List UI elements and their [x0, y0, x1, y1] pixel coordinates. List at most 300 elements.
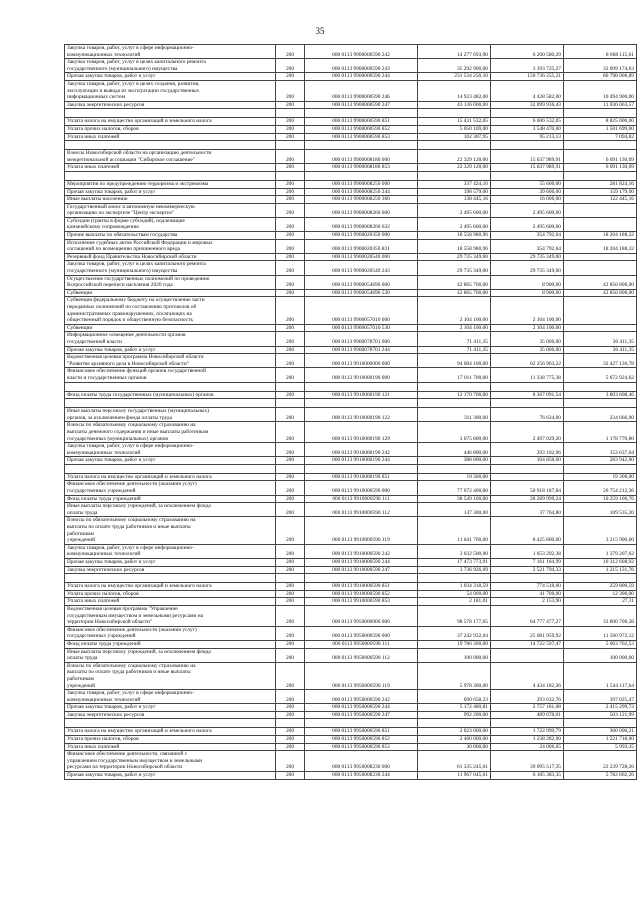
- row-executed-cell: 16 000,00: [491, 196, 564, 204]
- row-executed-cell: 35 000,00: [491, 346, 564, 354]
- row-executed-cell: 37 764,80: [491, 503, 564, 517]
- row-approved-cell: 22 329 120,00: [418, 150, 491, 164]
- row-code-cell: 200: [276, 239, 305, 253]
- row-kbk-cell: 000 0113 9900020540 000: [305, 253, 418, 261]
- row-code-cell: 200: [276, 354, 305, 368]
- row-unexecuted-cell: 80 798 000,89: [564, 73, 637, 81]
- row-approved-cell: 198 579,00: [418, 188, 491, 196]
- row-name-cell: Прочая закупка товаров, работ и услуг: [65, 772, 276, 780]
- row-code-cell: 200: [276, 80, 305, 101]
- table-row: [65, 743, 637, 751]
- row-approved-cell: 5 050 169,00: [418, 125, 491, 133]
- table-row: [65, 481, 637, 495]
- row-unexecuted-cell: 32 427 136,78: [564, 354, 637, 368]
- row-code-cell: 200: [276, 648, 305, 662]
- table-row: [65, 196, 637, 204]
- row-name-cell: Субвенция федеральному бюджету на осуществление части переданных полномочий по составлению протоколов об административных правонарушениях, посягающих на общественный порядок и общественную безопасность: [65, 297, 276, 324]
- row-code-cell: 200: [276, 118, 305, 126]
- row-code-cell: 200: [276, 598, 305, 606]
- row-code-cell: 200: [276, 289, 305, 297]
- row-approved-cell: 18 558 980,96: [418, 239, 491, 253]
- row-name-cell: Иные выплаты персоналу государственных (муниципальных) органов, за исключением фонда оплаты труда: [65, 408, 276, 422]
- row-name-cell: Фонд оплаты труда учреждений: [65, 495, 276, 503]
- row-name-cell: Мероприятия по предупреждению терроризма и экстремизма: [65, 180, 276, 188]
- row-approved-cell: 2 023 000,00: [418, 728, 491, 736]
- row-approved-cell: 17 011 700,00: [418, 368, 491, 382]
- row-approved-cell: 5 172 480,81: [418, 704, 491, 712]
- table-row: [65, 574, 637, 583]
- row-code-cell: [276, 719, 305, 728]
- row-kbk-cell: 000 0113 9950000590 852: [305, 736, 418, 744]
- row-name-cell: Уплата иных платежей: [65, 598, 276, 606]
- row-kbk-cell: 000 0113 9900020540 243: [305, 261, 418, 275]
- row-executed-cell: 15 637 989,91: [491, 164, 564, 172]
- row-executed-cell: 8 367 091,54: [491, 391, 564, 399]
- row-unexecuted-cell: [564, 464, 637, 473]
- row-approved-cell: 29 735 349,00: [418, 253, 491, 261]
- row-unexecuted-cell: 5 672 924,62: [564, 368, 637, 382]
- row-unexecuted-cell: 109 535,20: [564, 503, 637, 517]
- row-executed-cell: 29 735 349,00: [491, 253, 564, 261]
- row-kbk-cell: [305, 399, 418, 408]
- row-executed-cell: 25 681 959,92: [491, 626, 564, 640]
- row-name-cell: Ведомственная целевая программа Новосибирской области "Развитие архивного дела в Новосибирской области": [65, 354, 276, 368]
- row-kbk-cell: 000 0113 9900008260 000: [305, 203, 418, 217]
- row-code-cell: 200: [276, 297, 305, 324]
- row-name-cell: Исполнение судебных актов Российской Федерации и мировых соглашений по возмещению причиненного вреда: [65, 239, 276, 253]
- row-name-cell: Уплата налога на имущество организаций и земельного налога: [65, 473, 276, 481]
- table-body: [65, 45, 637, 780]
- row-code-cell: 200: [276, 180, 305, 188]
- row-kbk-cell: 000 0113 9900000590 852: [305, 125, 418, 133]
- row-kbk-cell: 000 0113 9950008230 244: [305, 772, 418, 780]
- row-unexecuted-cell: 36 411,35: [564, 346, 637, 354]
- row-code-cell: 200: [276, 346, 305, 354]
- row-executed-cell: 62 256 963,22: [491, 354, 564, 368]
- row-kbk-cell: 000 0113 9900008180 000: [305, 150, 418, 164]
- row-code-cell: 200: [276, 495, 305, 503]
- row-code-cell: 200: [276, 275, 305, 289]
- table-row: [65, 728, 637, 736]
- row-approved-cell: [418, 171, 491, 180]
- row-code-cell: 200: [276, 188, 305, 196]
- row-unexecuted-cell: 19 300,00: [564, 473, 637, 481]
- row-kbk-cell: 000 0113 9900000590 242: [305, 45, 418, 59]
- row-name-cell: Уплата иных платежей: [65, 133, 276, 141]
- row-code-cell: 200: [276, 101, 305, 109]
- row-unexecuted-cell: 22 239 728,26: [564, 751, 637, 772]
- row-kbk-cell: 000 0113 9950000000 000: [305, 605, 418, 626]
- table-row: [65, 141, 637, 150]
- table-row: [65, 598, 637, 606]
- row-approved-cell: 3 675 800,00: [418, 422, 491, 443]
- row-code-cell: 200: [276, 196, 305, 204]
- row-unexecuted-cell: 10 494 900,00: [564, 80, 637, 101]
- row-kbk-cell: 000 0113 9950000590 247: [305, 711, 418, 719]
- row-approved-cell: 29 735 349,00: [418, 261, 491, 275]
- table-row: [65, 517, 637, 544]
- table-row: [65, 332, 637, 346]
- row-unexecuted-cell: 283 942,00: [564, 457, 637, 465]
- table-row: [65, 422, 637, 443]
- row-kbk-cell: 000 0113 9910000590 247: [305, 566, 418, 574]
- row-executed-cell: 150 736 255,21: [491, 73, 564, 81]
- row-unexecuted-cell: 503 121,99: [564, 711, 637, 719]
- row-name-cell: Закупка товаров, работ, услуг в сфере информационно- коммуникационных технологий: [65, 45, 276, 59]
- row-name-cell: Закупка товаров, работ, услуг в сфере информационно- коммуникационных технологий: [65, 443, 276, 457]
- row-kbk-cell: 000 0113 9910000190 122: [305, 408, 418, 422]
- row-approved-cell: 54 000,00: [418, 590, 491, 598]
- row-name-cell: Субсидии (гранты в форме субсидий), подлежащие казначейскому сопровождению: [65, 217, 276, 231]
- row-kbk-cell: 000 0113 9900020350 000: [305, 232, 418, 240]
- row-name-cell: Финансовое обеспечение деятельности (оказания услуг) государственных учреждений: [65, 626, 276, 640]
- row-unexecuted-cell: [564, 324, 637, 332]
- row-approved-cell: 19 786 300,00: [418, 640, 491, 648]
- row-name-cell: Фонд оплаты труда учреждений: [65, 640, 276, 648]
- table-row: [65, 503, 637, 517]
- row-kbk-cell: 000 0113 9910000590 242: [305, 544, 418, 558]
- row-name-cell: [65, 574, 276, 583]
- row-kbk-cell: 000 0113 9950000590 112: [305, 648, 418, 662]
- row-unexecuted-cell: 10 259 100,76: [564, 495, 637, 503]
- table-row: [65, 354, 637, 368]
- table-row: [65, 232, 637, 240]
- row-kbk-cell: 000 0113 9910000590 000: [305, 481, 418, 495]
- row-approved-cell: 2 181,01: [418, 598, 491, 606]
- row-name-cell: Осуществление государственных полномочий по проведению Всероссийской переписи населения 2020 года: [65, 275, 276, 289]
- row-code-cell: 200: [276, 711, 305, 719]
- row-executed-cell: [491, 719, 564, 728]
- row-code-cell: 200: [276, 559, 305, 567]
- row-executed-cell: 64 777 477,27: [491, 605, 564, 626]
- row-executed-cell: 28 289 999,24: [491, 495, 564, 503]
- table-row: [65, 297, 637, 324]
- row-code-cell: 200: [276, 150, 305, 164]
- table-row: [65, 133, 637, 141]
- row-kbk-cell: 000 0113 9900000590 244: [305, 73, 418, 81]
- table-row: [65, 253, 637, 261]
- row-approved-cell: [418, 109, 491, 118]
- row-kbk-cell: 000 0113 9900008180 853: [305, 164, 418, 172]
- row-unexecuted-cell: 100 000,00: [564, 648, 637, 662]
- row-unexecuted-cell: [564, 382, 637, 391]
- row-name-cell: [65, 719, 276, 728]
- row-unexecuted-cell: [564, 203, 637, 217]
- row-approved-cell: 5 978 300,00: [418, 662, 491, 689]
- row-approved-cell: 12 170 700,00: [418, 391, 491, 399]
- row-code-cell: 200: [276, 368, 305, 382]
- row-unexecuted-cell: 42 856 800,00: [564, 275, 637, 289]
- table-row: [65, 171, 637, 180]
- row-executed-cell: 55 600,00: [491, 180, 564, 188]
- row-kbk-cell: 000 0113 9900078701 000: [305, 332, 418, 346]
- row-approved-cell: 3 736 926,09: [418, 566, 491, 574]
- row-name-cell: Закупка энергетических ресурсов: [65, 566, 276, 574]
- row-code-cell: 200: [276, 481, 305, 495]
- row-name-cell: Финансовое обеспечение деятельности, связанной с управлением государственным имуществом и земельными ресурсами на территории Новосибирской области: [65, 751, 276, 772]
- row-name-cell: Уплата прочих налогов, сборов: [65, 125, 276, 133]
- table-row: [65, 289, 637, 297]
- table-row: [65, 346, 637, 354]
- table-row: [65, 150, 637, 164]
- row-kbk-cell: 000 0113 9910000590 112: [305, 503, 418, 517]
- row-executed-cell: 774 518,00: [491, 583, 564, 591]
- table-row: [65, 59, 637, 73]
- row-unexecuted-cell: 159 179,00: [564, 188, 637, 196]
- row-executed-cell: 2 495 600,00: [491, 203, 564, 217]
- row-unexecuted-cell: 18 204 188,32: [564, 232, 637, 240]
- row-unexecuted-cell: 1 544 117,64: [564, 662, 637, 689]
- row-executed-cell: 95 213,13: [491, 133, 564, 141]
- row-unexecuted-cell: [564, 719, 637, 728]
- row-executed-cell: 4 428 582,00: [491, 80, 564, 101]
- row-kbk-cell: 000 0113 9900008250 360: [305, 196, 418, 204]
- table-row: [65, 473, 637, 481]
- row-code-cell: [276, 109, 305, 118]
- table-row: [65, 368, 637, 382]
- row-unexecuted-cell: [564, 261, 637, 275]
- table-row: [65, 583, 637, 591]
- row-code-cell: 200: [276, 751, 305, 772]
- row-unexecuted-cell: 26 754 212,36: [564, 481, 637, 495]
- row-executed-cell: [491, 473, 564, 481]
- row-name-cell: Прочая закупка товаров, работ и услуг: [65, 346, 276, 354]
- row-name-cell: [65, 171, 276, 180]
- table-row: [65, 772, 637, 780]
- row-kbk-cell: 000 0113 9900057010 530: [305, 324, 418, 332]
- row-executed-cell: 14 722 597,47: [491, 640, 564, 648]
- row-unexecuted-cell: 5 993,35: [564, 743, 637, 751]
- row-unexecuted-cell: 1 501 699,00: [564, 125, 637, 133]
- row-name-cell: Фонд оплаты труда государственных (муниципальных) органов: [65, 391, 276, 399]
- table-row: [65, 382, 637, 391]
- row-executed-cell: 1 722 999,79: [491, 728, 564, 736]
- row-unexecuted-cell: 300 000,21: [564, 728, 637, 736]
- row-executed-cell: 293 162,96: [491, 443, 564, 457]
- row-kbk-cell: 000 0113 9910000590 851: [305, 583, 418, 591]
- table-row: [65, 391, 637, 399]
- row-kbk-cell: 000 0113 9910000590 119: [305, 517, 418, 544]
- row-code-cell: 200: [276, 133, 305, 141]
- row-kbk-cell: [305, 382, 418, 391]
- row-kbk-cell: 000 0113 9910000000 000: [305, 354, 418, 368]
- row-code-cell: 200: [276, 164, 305, 172]
- row-name-cell: [65, 109, 276, 118]
- row-executed-cell: 76 634,00: [491, 408, 564, 422]
- row-name-cell: [65, 464, 276, 473]
- row-executed-cell: [491, 171, 564, 180]
- row-name-cell: Субвенции: [65, 324, 276, 332]
- row-name-cell: Прочая закупка товаров, работ и услуг: [65, 457, 276, 465]
- row-approved-cell: 231 534 256,10: [418, 73, 491, 81]
- row-executed-cell: [491, 109, 564, 118]
- table-row: [65, 45, 637, 59]
- row-unexecuted-cell: [564, 399, 637, 408]
- row-unexecuted-cell: 281 824,16: [564, 180, 637, 188]
- row-code-cell: 200: [276, 605, 305, 626]
- row-code-cell: 200: [276, 422, 305, 443]
- table-row: [65, 640, 637, 648]
- row-executed-cell: [491, 399, 564, 408]
- row-approved-cell: 2 460 000,00: [418, 736, 491, 744]
- row-executed-cell: 6 606 532,05: [491, 118, 564, 126]
- row-executed-cell: 2 104 100,00: [491, 324, 564, 332]
- row-approved-cell: 2 104 100,00: [418, 297, 491, 324]
- row-code-cell: 200: [276, 662, 305, 689]
- row-executed-cell: 6 185 383,35: [491, 772, 564, 780]
- row-name-cell: Уплата налога на имущество организаций и земельного налога: [65, 118, 276, 126]
- row-approved-cell: 690 658,23: [418, 690, 491, 704]
- budget-table: [64, 44, 637, 780]
- row-executed-cell: 2 104 100,00: [491, 297, 564, 324]
- row-kbk-cell: 000 0113 9910000190 851: [305, 473, 418, 481]
- row-code-cell: [276, 141, 305, 150]
- row-code-cell: 200: [276, 583, 305, 591]
- row-approved-cell: 15 431 532,05: [418, 118, 491, 126]
- row-name-cell: Прочая закупка товаров, работ и услуг: [65, 559, 276, 567]
- row-executed-cell: 15 637 989,91: [491, 150, 564, 164]
- row-executed-cell: 1 238 282,00: [491, 736, 564, 744]
- table-row: [65, 261, 637, 275]
- row-name-cell: Уплата иных платежей: [65, 743, 276, 751]
- row-name-cell: Государственный взнос в автономную некоммерческую организацию по экспертизе "Центр экспертиз": [65, 203, 276, 217]
- row-name-cell: Закупка товаров, работ, услуг в целях создания, развития, эксплуатации и вывода из эксплуатации государственных информационных систем: [65, 80, 276, 101]
- row-name-cell: Уплата налога на имущество организаций и земельного налога: [65, 583, 276, 591]
- table-row: [65, 719, 637, 728]
- row-executed-cell: [491, 382, 564, 391]
- row-name-cell: Прочие выплаты по обязательствам государства: [65, 232, 276, 240]
- row-name-cell: Закупка товаров, работ, услуг в сфере информационно- коммуникационных технологий: [65, 544, 276, 558]
- row-executed-cell: 11 338 775,38: [491, 368, 564, 382]
- row-name-cell: Уплата прочих налогов, сборов: [65, 736, 276, 744]
- row-kbk-cell: [305, 171, 418, 180]
- row-kbk-cell: 000 0113 9910000590 853: [305, 598, 418, 606]
- table-row: [65, 704, 637, 712]
- row-unexecuted-cell: 6 691 130,09: [564, 164, 637, 172]
- row-kbk-cell: 000 0113 9900000590 853: [305, 133, 418, 141]
- table-row: [65, 188, 637, 196]
- row-approved-cell: 38 549 100,00: [418, 495, 491, 503]
- row-code-cell: 200: [276, 232, 305, 240]
- table-row: [65, 566, 637, 574]
- row-unexecuted-cell: 5 063 702,53: [564, 640, 637, 648]
- table-row: [65, 605, 637, 626]
- row-kbk-cell: [305, 109, 418, 118]
- row-kbk-cell: 000 0113 9950000590 851: [305, 728, 418, 736]
- row-kbk-cell: 000 0113 9910000190 000: [305, 368, 418, 382]
- row-approved-cell: 102 307,95: [418, 133, 491, 141]
- row-approved-cell: 2 495 600,00: [418, 203, 491, 217]
- row-code-cell: 200: [276, 473, 305, 481]
- table-row: [65, 125, 637, 133]
- row-unexecuted-cell: 1 379 207,62: [564, 544, 637, 558]
- row-executed-cell: 354 792,64: [491, 239, 564, 253]
- row-code-cell: [276, 382, 305, 391]
- row-approved-cell: 19 300,00: [418, 473, 491, 481]
- row-executed-cell: 7 161 164,99: [491, 559, 564, 567]
- row-approved-cell: 71 411,35: [418, 332, 491, 346]
- row-name-cell: Ведомственная целевая программа "Управление государственным имуществом и земельными ресурсами на территории Новосибирской области": [65, 605, 276, 626]
- row-approved-cell: 446 800,00: [418, 443, 491, 457]
- row-approved-cell: 71 411,35: [418, 346, 491, 354]
- row-code-cell: 200: [276, 391, 305, 399]
- row-unexecuted-cell: 12 300,00: [564, 590, 637, 598]
- row-code-cell: [276, 574, 305, 583]
- row-unexecuted-cell: 36 411,35: [564, 332, 637, 346]
- row-executed-cell: 2 497 029,20: [491, 422, 564, 443]
- table-row: [65, 648, 637, 662]
- row-executed-cell: 2 153,90: [491, 598, 564, 606]
- row-name-cell: Закупка энергетических ресурсов: [65, 101, 276, 109]
- table-row: [65, 180, 637, 188]
- row-unexecuted-cell: 8 068 115,61: [564, 45, 637, 59]
- row-unexecuted-cell: 18 204 188,32: [564, 239, 637, 253]
- row-unexecuted-cell: 122 445,16: [564, 196, 637, 204]
- row-code-cell: 200: [276, 736, 305, 744]
- table-row: [65, 559, 637, 567]
- row-name-cell: Прочая закупка товаров, работ и услуг: [65, 704, 276, 712]
- row-approved-cell: 18 558 980,96: [418, 232, 491, 240]
- row-name-cell: Закупка товаров, работ, услуг в целях капитального ремонта государственного (муниципального) имущества: [65, 59, 276, 73]
- row-code-cell: 200: [276, 704, 305, 712]
- row-executed-cell: 35 000,00: [491, 332, 564, 346]
- row-code-cell: 200: [276, 517, 305, 544]
- table-row: [65, 464, 637, 473]
- row-approved-cell: 30 000,00: [418, 743, 491, 751]
- table-row: [65, 399, 637, 408]
- row-unexecuted-cell: 1 178 770,80: [564, 422, 637, 443]
- row-unexecuted-cell: [564, 141, 637, 150]
- row-approved-cell: 98 578 177,65: [418, 605, 491, 626]
- row-name-cell: Уплата иных платежей: [65, 164, 276, 172]
- row-executed-cell: 41 700,00: [491, 590, 564, 598]
- row-unexecuted-cell: 11 560 972,12: [564, 626, 637, 640]
- row-kbk-cell: 000 0113 9910000590 244: [305, 559, 418, 567]
- row-kbk-cell: 000 0113 9910000190 242: [305, 443, 418, 457]
- row-code-cell: 200: [276, 324, 305, 332]
- row-code-cell: 200: [276, 743, 305, 751]
- row-executed-cell: 354 792,64: [491, 232, 564, 240]
- row-kbk-cell: 000 0113 9900054690 530: [305, 289, 418, 297]
- row-name-cell: Взносы по обязательному социальному страхованию на выплаты по оплате труда работников и иные выплаты работникам учреждений: [65, 662, 276, 689]
- row-executed-cell: [491, 574, 564, 583]
- table-row: [65, 662, 637, 689]
- row-kbk-cell: 000 0113 9900057010 000: [305, 297, 418, 324]
- row-executed-cell: 29 735 349,00: [491, 261, 564, 275]
- table-row: [65, 408, 637, 422]
- row-approved-cell: 22 329 120,00: [418, 164, 491, 172]
- row-code-cell: [276, 464, 305, 473]
- row-executed-cell: 104 858,00: [491, 457, 564, 465]
- row-executed-cell: 489 078,01: [491, 711, 564, 719]
- row-unexecuted-cell: 2 415 299,73: [564, 704, 637, 712]
- row-executed-cell: 4 434 182,36: [491, 662, 564, 689]
- row-code-cell: 200: [276, 690, 305, 704]
- row-code-cell: 200: [276, 332, 305, 346]
- row-approved-cell: 37 242 932,04: [418, 626, 491, 640]
- table-row: [65, 118, 637, 126]
- row-kbk-cell: 000 0113 9900008250 244: [305, 188, 418, 196]
- row-code-cell: 200: [276, 59, 305, 73]
- row-kbk-cell: 000 0113 9900000590 851: [305, 118, 418, 126]
- row-kbk-cell: 000 0113 9910000190 129: [305, 422, 418, 443]
- row-kbk-cell: 000 0113 9950000590 111: [305, 640, 418, 648]
- row-unexecuted-cell: [564, 109, 637, 118]
- row-kbk-cell: 000 0113 9950000590 000: [305, 626, 418, 640]
- row-approved-cell: 388 800,00: [418, 457, 491, 465]
- row-unexecuted-cell: [564, 253, 637, 261]
- row-name-cell: [65, 141, 276, 150]
